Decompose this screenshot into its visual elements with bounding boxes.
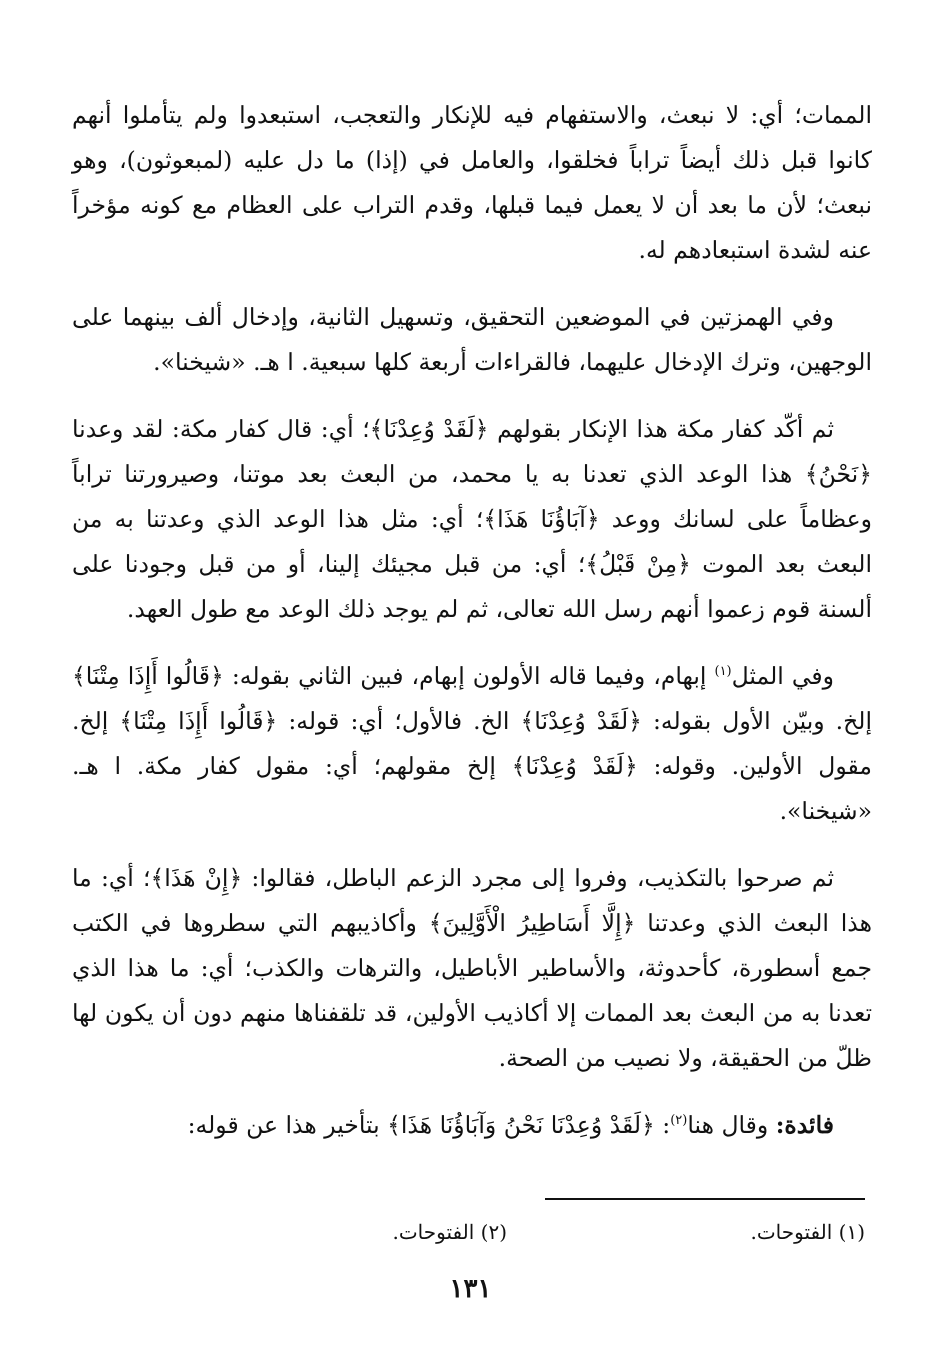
footnote-2: (٢) الفتوحات.: [392, 1220, 507, 1244]
paragraph-4-text: إبهام، وفيما قاله الأولون إبهام، فبين الثاني بقوله: ﴿قَالُوا أَإِذَا مِتْنَا﴾ إلخ. وبيّن الأول بقوله: ﴿لَقَدْ وُعِدْنَا﴾ الخ. فالأول؛ أي: قوله: ﴿قَالُوا أَإِذَا مِتْنَا﴾ إلخ. مقول الأولين. وقوله: ﴿لَقَدْ وُعِدْنَا﴾ إلخ مقولهم؛ أي: مقول كفار مكة. ا هـ. «شيخنا».: [72, 662, 872, 825]
page-number: ١٣١: [449, 1274, 492, 1304]
paragraph-1: الممات؛ أي: لا نبعث، والاستفهام فيه للإنكار والتعجب، استبعدوا ولم يتأملوا أنهم كانوا قبل ذلك أيضاً تراباً فخلقوا، والعامل في (إذا) ما دل عليه (لمبعوثون)، وهو نبعث؛ لأن ما بعد أن لا يعمل فيما قبلها، وقدم التراب على العظام مع كونه مؤخراً عنه لشدة استبعادهم له.: [72, 101, 872, 264]
paragraph-6-text: : ﴿لَقَدْ وُعِدْنَا نَحْنُ وَآبَاؤُنَا هَذَا﴾ بتأخير هذا عن قوله:: [187, 1111, 671, 1139]
footnote-ref-2: (٢): [670, 1113, 688, 1128]
paragraph-5: ثم صرحوا بالتكذيب، وفروا إلى مجرد الزعم الباطل، فقالوا: ﴿إِنْ هَذَا﴾؛ أي: ما هذا البعث الذي وعدتنا ﴿إِلَّا أَسَاطِيرُ الْأَوَّلِينَ﴾ وأكاذيبهم التي سطروها في الكتب جمع أسطورة، كأحدوثة، والأساطير الأباطيل، والترهات والكذب؛ أي: ما هذا الذي تعدنا به من البعث بعد الممات إلا أكاذيب الأولين، قد تلقفناها منهم دون أن يكون لها ظلّ من الحقيقة، ولا نصيب من الصحة.: [72, 864, 872, 1072]
footnotes: [72, 1215, 867, 1255]
paragraph-2: وفي الهمزتين في الموضعين التحقيق، وتسهيل الثانية، وإدخال ألف بينهما على الوجهين، وترك الإدخال عليهما، فالقراءات أربعة كلها سبعية. ا هـ. «شيخنا».: [72, 303, 872, 376]
paragraph-4-lead: وفي المثل: [731, 662, 834, 690]
faida-label: فائدة:: [775, 1111, 834, 1139]
paragraph-3: ثم أكّد كفار مكة هذا الإنكار بقولهم ﴿لَقَدْ وُعِدْنَا﴾؛ أي: قال كفار مكة: لقد وعدنا ﴿نَحْنُ﴾ هذا الوعد الذي تعدنا به يا محمد، من البعث بعد موتنا، وصيرورتنا تراباً وعظاماً على لسانك ووعد ﴿آبَاؤُنَا هَذَا﴾؛ أي: مثل هذا الوعد الذي وعدتنا به من البعث بعد الموت ﴿مِنْ قَبْلُ﴾؛ أي: من قبل مجيئك إلينا، أو من قبل وجودنا على ألسنة قوم زعموا أنهم رسل الله تعالى، ثم لم يوجد ذلك الوعد مع طول العهد.: [72, 415, 872, 623]
paragraph-6-lead: وقال هنا: [687, 1111, 776, 1139]
footnote-1: (١) الفتوحات.: [750, 1220, 865, 1244]
footnote-ref-1: (١): [714, 664, 732, 679]
paragraph-4: [72, 654, 872, 834]
paragraph-6: [72, 1103, 872, 1148]
main-text: [72, 93, 872, 1148]
footnote-divider: [545, 1198, 865, 1200]
